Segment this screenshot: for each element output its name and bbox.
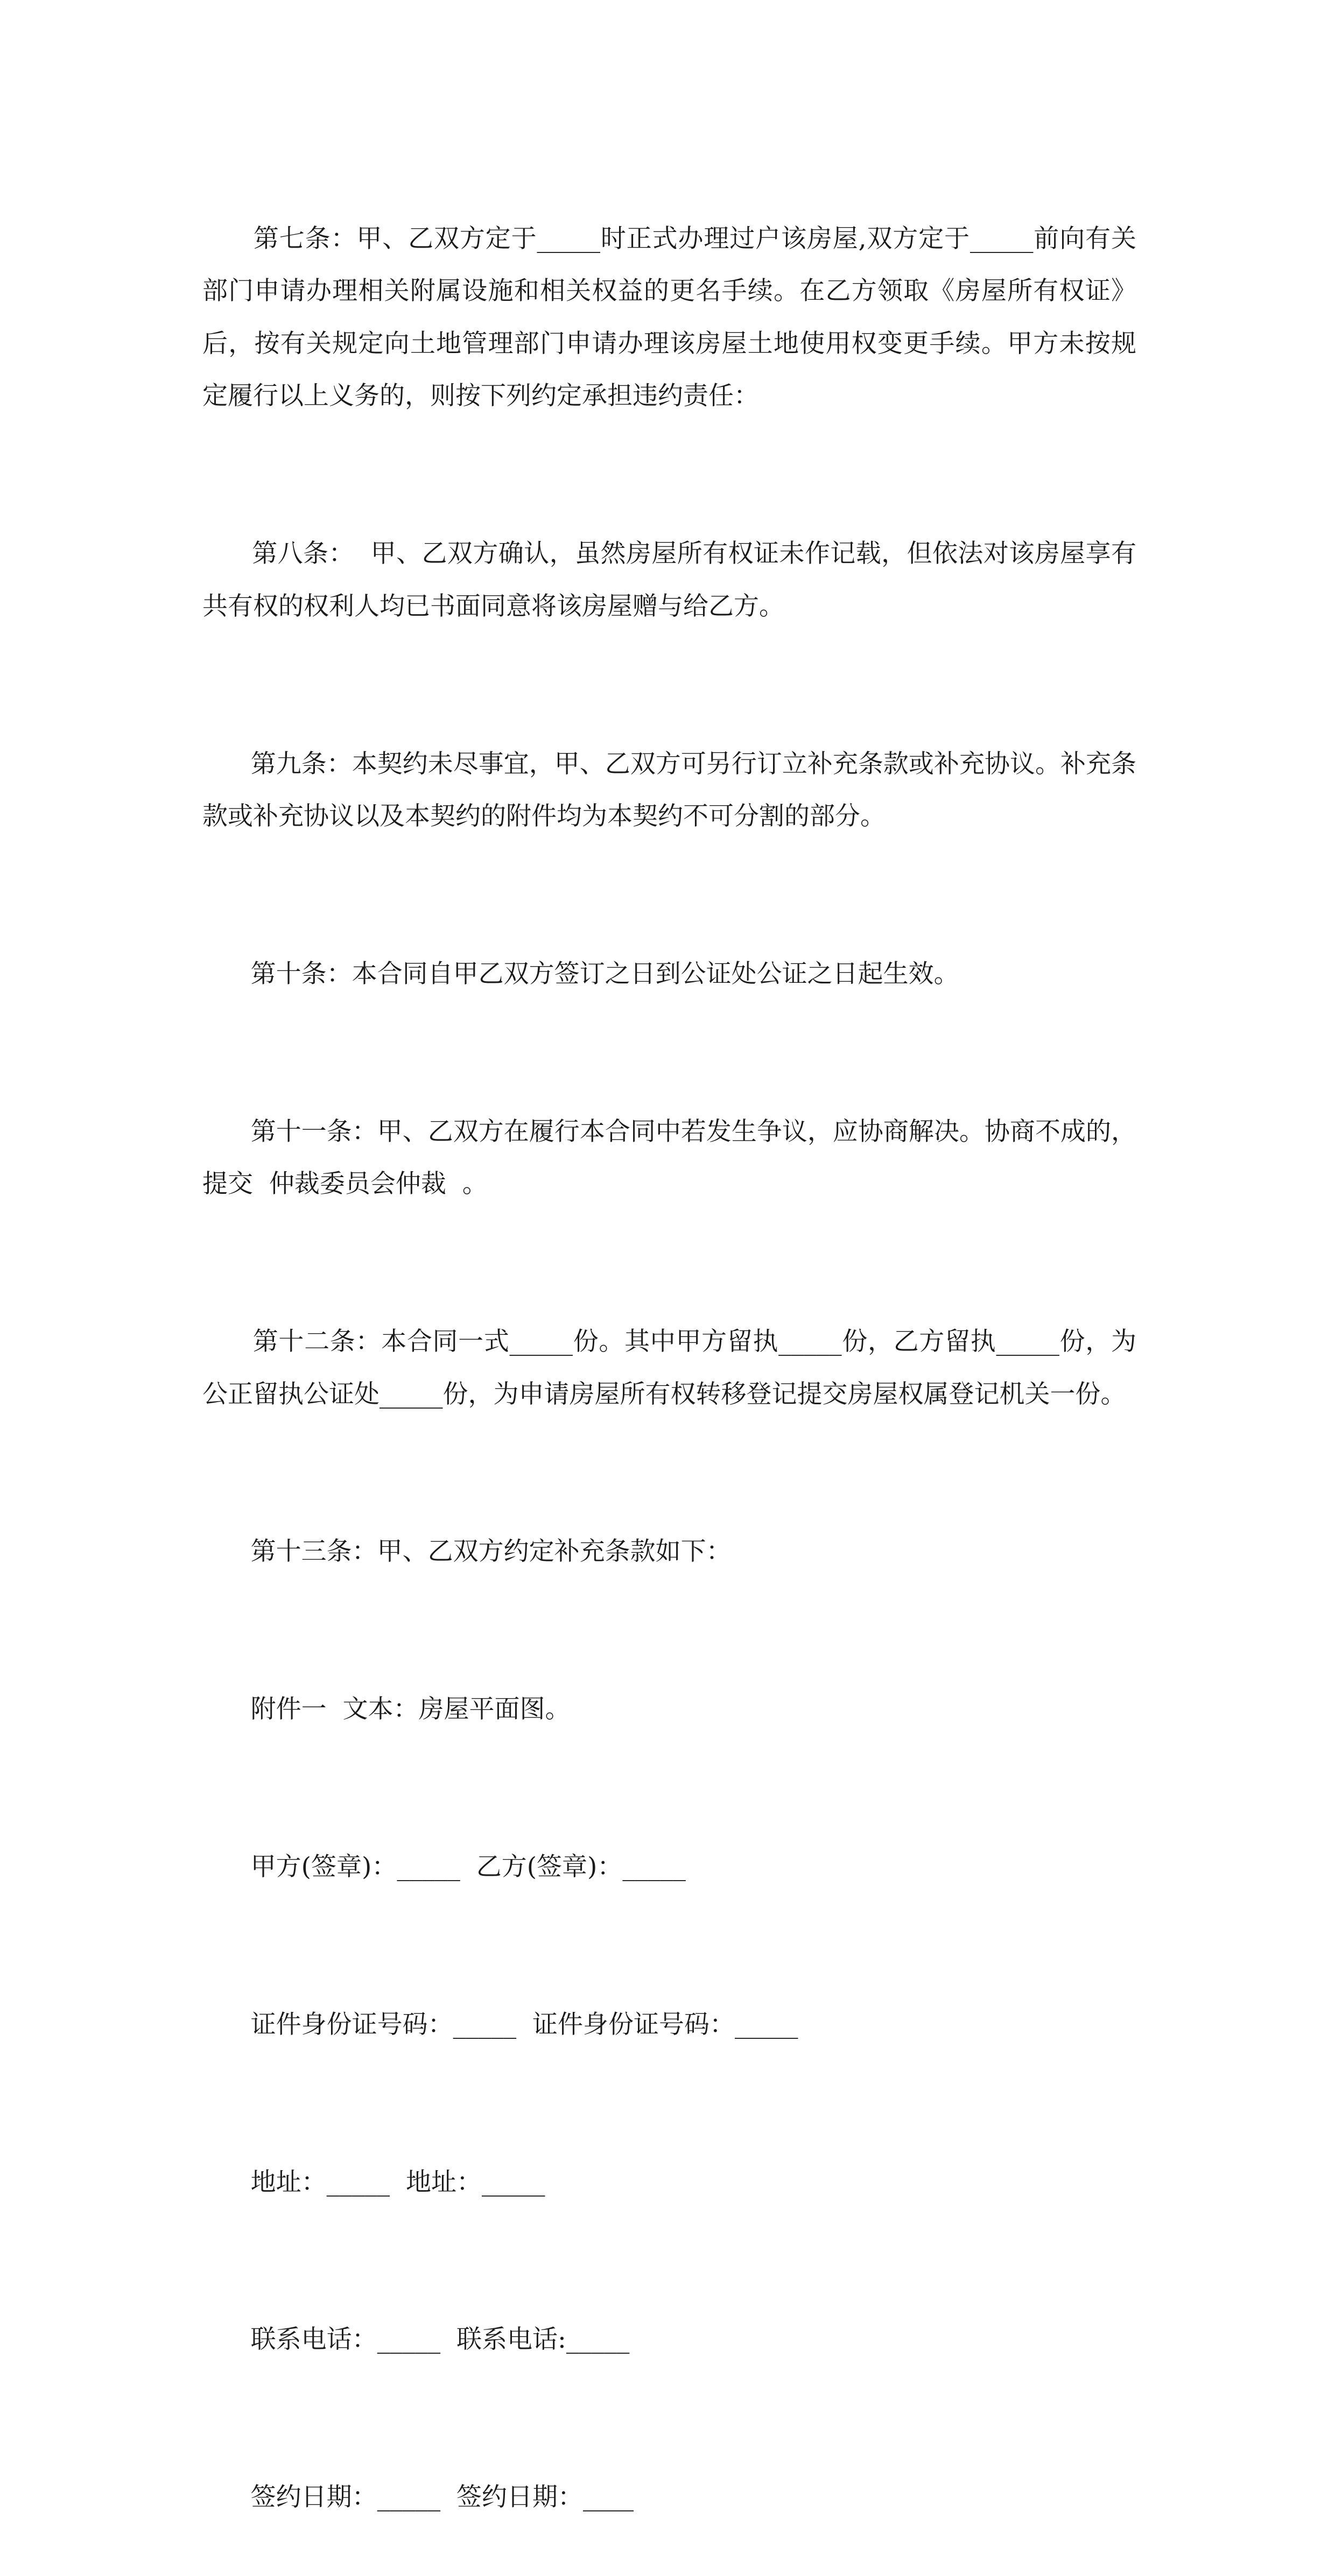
phone-paragraph <box>202 2261 1136 2419</box>
phone-text: 联系电话：_____ 联系电话:_____ <box>250 2325 630 2355</box>
article-12-text: 第十二条：本合同一式_____份。其中甲方留执_____份，乙方留执_____份，为公正留执公证处_____份，为申请房屋所有权转移登记提交房屋权属登记机关一份。 <box>202 1327 1137 1409</box>
article-10-text: 第十条：本合同自甲乙双方签订之日到公证处公证之日起生效。 <box>250 959 959 989</box>
article-13-text: 第十三条：甲、乙双方约定补充条款如下： <box>250 1537 732 1567</box>
address-paragraph <box>202 2103 1136 2261</box>
address-text: 地址：_____ 地址：_____ <box>250 2167 545 2197</box>
article-7-text: 第七条：甲、乙双方定于_____时正式办理过户该房屋,双方定于_____前向有关部门申请办理相关附属设施和相关权益的更名手续。在乙方领取《房屋所有权证》后，按有关规定向土地管理部门申请办理该房屋土地使用权变更手续。甲方未按规定履行以上义务的，则按下列约定承担违约责任： <box>202 223 1136 411</box>
article-11-paragraph <box>202 1053 1136 1263</box>
article-10-paragraph <box>202 895 1136 1053</box>
signature-paragraph <box>202 1788 1136 1946</box>
sign-date-text: 签约日期：_____ 签约日期：____ <box>250 2482 634 2512</box>
article-12-paragraph <box>202 1263 1136 1473</box>
article-8-paragraph <box>202 475 1136 685</box>
article-9-paragraph <box>202 685 1136 895</box>
article-11-text: 第十一条：甲、乙双方在履行本合同中若发生争议，应协商解决。协商不成的，提交 仲裁委员会仲裁 。 <box>202 1116 1137 1199</box>
article-7-paragraph <box>202 160 1136 475</box>
sign-date-paragraph <box>202 2419 1136 2576</box>
article-13-paragraph <box>202 1473 1136 1631</box>
attachment-1-paragraph <box>202 1631 1136 1789</box>
attachment-1-text: 附件一 文本：房屋平面图。 <box>250 1694 571 1725</box>
id-number-paragraph <box>202 1946 1136 2103</box>
id-number-text: 证件身份证号码：_____ 证件身份证号码：_____ <box>250 2009 798 2039</box>
signature-text: 甲方(签章)：_____ 乙方(签章)：_____ <box>250 1852 686 1882</box>
article-8-text: 第八条： 甲、乙双方确认，虽然房屋所有权证未作记载，但依法对该房屋享有共有权的权利人均已书面同意将该房屋赠与给乙方。 <box>202 539 1136 621</box>
article-9-text: 第九条：本契约未尽事宜，甲、乙双方可另行订立补充条款或补充协议。补充条款或补充协议以及本契约的附件均为本契约不可分割的部分。 <box>202 749 1137 832</box>
contract-body <box>202 160 1136 2576</box>
